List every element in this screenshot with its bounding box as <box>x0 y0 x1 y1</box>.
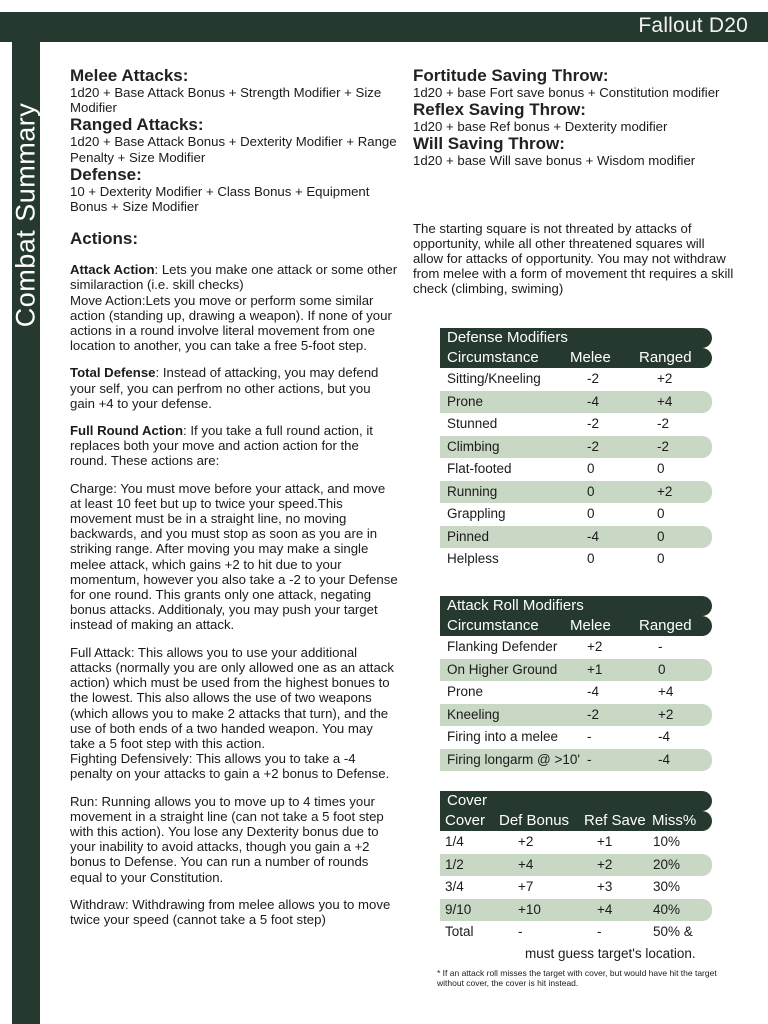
table-cell: 1/4 <box>445 834 464 849</box>
table-row <box>440 704 712 727</box>
melee-heading: Melee Attacks <box>70 66 183 85</box>
table-cell: Helpless <box>447 551 499 566</box>
table-cell: -2 <box>657 416 670 431</box>
header-cell: Ref Save <box>584 812 646 829</box>
total-defense-text: : Instead of attacking, you may defend your self, you can perfrom no other actions, but you gain +4 to your defense. <box>70 365 379 411</box>
ranged-formula: 1d20 + Base Attack Bonus + Dexterity Modifier + Range Penalty + Size Modifier <box>70 134 397 165</box>
fortitude-formula: 1d20 + base Fort save bonus + Constitution modifier <box>413 85 720 100</box>
side-title: Combat Summary <box>10 102 41 328</box>
table-cell: 9/10 <box>445 901 472 917</box>
table-cell: Firing longarm @ >10' <box>447 751 580 767</box>
table-cell: -4 <box>587 528 600 544</box>
table-cell: 0 <box>587 461 595 476</box>
actions-heading: Actions <box>70 229 133 249</box>
right-column: Fortitude Saving Throw: 1d20 + base Fort save bonus + Constitution modifier Reflex Saving Throw: 1d20 + base Ref bonus + Dexterity modifier Will Saving Throw: 1d20 + base Will save bonus + Wisdom modifier The starting square is not threated by attacks of opportunity, while all other threatened squares will allow for attacks of opportunity. You may not withdraw from melee with a form of movement tht requires a skill check (climbing, swiming) <box>413 66 738 297</box>
table-row <box>440 503 712 526</box>
table-cell: 0 <box>587 506 595 521</box>
table-cell: - <box>597 924 602 939</box>
defense-heading: Defense <box>70 164 137 184</box>
header-cell: Circumstance <box>447 617 539 634</box>
table-cell: - <box>587 729 592 744</box>
table-cell: +2 <box>657 483 673 499</box>
fighting-defensively-text: Fighting Defensively: This allows you to take a -4 penalty on your attacks to gain a +2 bonus to Defense. <box>70 751 390 782</box>
ranged-heading: Ranged Attacks <box>70 115 198 135</box>
will-formula: 1d20 + base Will save bonus + Wisdom modifier <box>413 153 696 169</box>
table-cell: -2 <box>587 416 600 431</box>
table-header <box>440 348 712 368</box>
table-cell: Total <box>445 924 474 939</box>
cover-total-note: must guess target's location. <box>525 945 696 961</box>
header-cell: Ranged <box>639 349 692 366</box>
table-cell: 10% <box>653 834 681 849</box>
table-cell: Flat-footed <box>447 461 512 476</box>
table-row <box>440 481 712 504</box>
header-cell: Melee <box>570 617 611 634</box>
table-cell: -2 <box>587 438 600 454</box>
table-cell: -4 <box>658 751 671 767</box>
table-row <box>440 749 712 772</box>
table-cell: Kneeling <box>447 706 500 722</box>
table-cell: 20% <box>653 856 681 872</box>
table-cell: 30% <box>653 879 681 894</box>
table-cell: +1 <box>597 834 613 849</box>
table-cell: 50% & <box>653 924 693 939</box>
table-cell: - <box>658 639 663 654</box>
table-cell: Pinned <box>447 528 490 544</box>
table-cell: Stunned <box>447 416 498 431</box>
defense-modifiers-table <box>440 328 712 571</box>
table-row <box>440 854 712 877</box>
table-row <box>440 391 712 414</box>
full-round-text: : If you take a full round action, it replaces both your move and action action for the round. These actions are: <box>70 423 373 469</box>
table-cell: -4 <box>658 729 671 744</box>
table-title: Attack Roll Modifiers <box>440 596 712 616</box>
table-cell: 0 <box>658 661 666 677</box>
table-cell: 3/4 <box>445 879 464 894</box>
table-cell: -2 <box>657 438 670 454</box>
total-defense-term: Total Defense <box>70 365 156 381</box>
table-header <box>440 811 712 831</box>
table-row <box>440 921 712 944</box>
table-cell: +2 <box>597 856 613 872</box>
table-cell: 0 <box>657 461 665 476</box>
table-cell: +2 <box>657 371 673 386</box>
table-cell: +4 <box>518 856 534 872</box>
header-cell: Def Bonus <box>499 812 570 829</box>
cover-footnote: * If an attack roll misses the target with cover, but would have hit the target without cover, the cover is hit instead. <box>437 968 717 988</box>
table-cell: -2 <box>587 371 600 386</box>
table-cell: Prone <box>447 684 484 699</box>
header-cell: Melee <box>570 349 611 366</box>
table-cell: +4 <box>657 393 673 409</box>
table-title: Defense Modifiers <box>440 328 712 348</box>
table-cell: +10 <box>518 901 541 917</box>
table-title: Cover <box>440 791 712 811</box>
table-cell: +4 <box>597 901 613 917</box>
table-row <box>440 458 712 481</box>
table-cell: +2 <box>518 834 534 849</box>
melee-formula: 1d20 + Base Attack Bonus + Strength Modifier + Size Modifier <box>70 85 382 116</box>
table-cell: Firing into a melee <box>447 729 559 744</box>
attack-action-term: Attack Action <box>70 262 155 278</box>
table-row <box>440 726 712 749</box>
table-row <box>440 368 712 391</box>
table-cell: 40% <box>653 901 681 917</box>
move-action-text: Move Action:Lets you move or perform some similar action (standing up, drawing a weapon). If none of your actions in a round involve literal movement from one location to another, you can take a free 5-foot step. <box>70 292 392 354</box>
table-row <box>440 526 712 549</box>
header-cell: Circumstance <box>447 349 539 366</box>
full-round-term: Full Round Action <box>70 423 184 439</box>
table-cell: Sitting/Kneeling <box>447 371 541 386</box>
header-cell: Ranged <box>639 617 692 634</box>
withdraw-text: Withdraw: Withdrawing from melee allows you to move twice your speed (cannot take a 5 foot step) <box>70 896 391 927</box>
table-row <box>440 899 712 922</box>
reflex-formula: 1d20 + base Ref bonus + Dexterity modifier <box>413 119 668 135</box>
table-cell: +4 <box>658 684 674 699</box>
table-cell: +1 <box>587 661 603 677</box>
table-cell: - <box>587 751 592 767</box>
table-row <box>440 831 712 854</box>
table-cell: +2 <box>658 706 674 722</box>
table-cell: Prone <box>447 393 484 409</box>
table-cell: - <box>518 924 523 939</box>
attacks-of-opportunity-text: The starting square is not threated by attacks of opportunity, while all other threatened squares will allow for attacks of opportunity. You may not withdraw from melee with a form of movement tht requires a skill check (climbing, swiming) <box>413 220 734 297</box>
table-cell: Flanking Defender <box>447 639 558 654</box>
will-heading: Will Saving Throw <box>413 134 560 154</box>
table-cell: 0 <box>587 551 595 566</box>
cover-table <box>440 791 712 964</box>
header-title: Fallout D20 <box>638 14 748 37</box>
header-cell: Miss% <box>652 812 697 829</box>
table-header <box>440 616 712 636</box>
fortitude-heading: Fortitude Saving Throw <box>413 66 603 85</box>
table-cell: +7 <box>518 879 534 894</box>
header-cell: Cover <box>445 812 486 829</box>
table-row <box>440 659 712 682</box>
table-cell: Running <box>447 483 498 499</box>
attack-action-text: : Lets you make one attack or some other similaraction (i.e. skill checks) <box>70 262 398 293</box>
table-row <box>440 413 712 436</box>
table-cell: 1/2 <box>445 856 464 872</box>
defense-formula: 10 + Dexterity Modifier + Class Bonus + Equipment Bonus + Size Modifier <box>70 183 370 215</box>
table-row <box>440 876 712 899</box>
table-cell: On Higher Ground <box>447 661 558 677</box>
table-cell: Climbing <box>447 438 500 454</box>
table-row <box>440 548 712 571</box>
table-cell: 0 <box>587 483 595 499</box>
table-row <box>440 636 712 659</box>
table-cell: -2 <box>587 706 600 722</box>
table-cell: -4 <box>587 393 600 409</box>
full-attack-text: Full Attack: This allows you to use your additional attacks (normally you are only allowed one as an attack action) which must be used from the highest bonues to the lowest. This also allows the use of two weapons (which allows you to make 2 attacks that turn), and the use of both ends of a two handed weapon. You may take a 5 foot step with this action. <box>70 644 394 751</box>
table-cell: 0 <box>657 506 665 521</box>
reflex-heading: Reflex Saving Throw <box>413 100 581 120</box>
table-row <box>440 681 712 704</box>
table-cell: -4 <box>587 684 600 699</box>
table-row <box>440 436 712 459</box>
attack-roll-modifiers-table <box>440 596 712 771</box>
table-cell: Grappling <box>447 506 506 521</box>
table-cell: 0 <box>657 528 665 544</box>
charge-text: Charge: You must move before your attack, and move at least 10 feet but up to twice your speed.This movement must be in a straight line, no moving backwards, and you must stop as soon as you are in striking range. After moving you may make a single melee attack, which gains +2 to hit due to your momentum, however you also take a -2 to your Defense for one round. This grants only one attack, negating bonus attacks. Additionaly, you may push your target instead of making an attack. <box>70 480 398 633</box>
left-column: Melee Attacks: 1d20 + Base Attack Bonus + Strength Modifier + Size Modifier Ranged Attacks: 1d20 + Base Attack Bonus + Dexterity Modifier + Range Penalty + Size Modifier Defense: 10 + Dexterity Modifier + Class Bonus + Equipment Bonus + Size Modifier Actions: Attack Action: Lets you make one attack or some other similaraction (i.e. skill checks) Move Action:Lets you move or perform some similar action (standing up, drawing a weapon). If none of your actions in a round involve literal movement from one location to another, you can take a free 5-foot step. Total Defense: Instead of attacking, you may defend your self, you can perfrom no other actions, but you gain +4 to your defense. Full Round Action: If you take a full round action, it replaces both your move and action action for the round. These actions are: Charge: You must move before your attack, and move at least 10 feet but up to twice your speed.This movement must be in a straight line, no moving backwards, and you must stop as soon as you are in striking range. After moving you may make a single melee attack, which gains +2 to hit due to your momentum, however you also take a -2 to your Defense for one round. This grants only one attack, negating bonus attacks. Additionaly, you may push your target instead of making an attack. Full Attack: This allows you to use your additional attacks (normally you are only allowed one as an attack action) which must be used from the highest bonues to the lowest. This also allows the use of two weapons (which allows you to make 2 attacks that turn), and the use of both ends of a two handed weapon. You may take a 5 foot step with this action. Fighting Defensively: This allows you to take a -4 penalty on your attacks to gain a +2 bonus to Defense. Run: Running allows you to move up to 4 times your movement in a straight line (can not take a 5 foot step with this action). You lose any Dexterity bonus due to your inability to avoid attacks, though you gain a +2 bonus to Defense. You can run a number of rounds equal to your Constitution. Withdraw: Withdrawing from melee allows you to move twice your speed (cannot take a 5 foot step) <box>70 66 398 927</box>
run-text: Run: Running allows you to move up to 4 times your movement in a straight line (can not take a 5 foot step with this action). You lose any Dexterity bonus due to your inability to avoid attacks, though you gain a +2 bonus to Defense. You can run a number of rounds equal to your Constitution. <box>70 793 384 885</box>
table-cell: +3 <box>597 879 613 894</box>
table-cell: 0 <box>657 551 665 566</box>
table-cell: +2 <box>587 639 603 654</box>
